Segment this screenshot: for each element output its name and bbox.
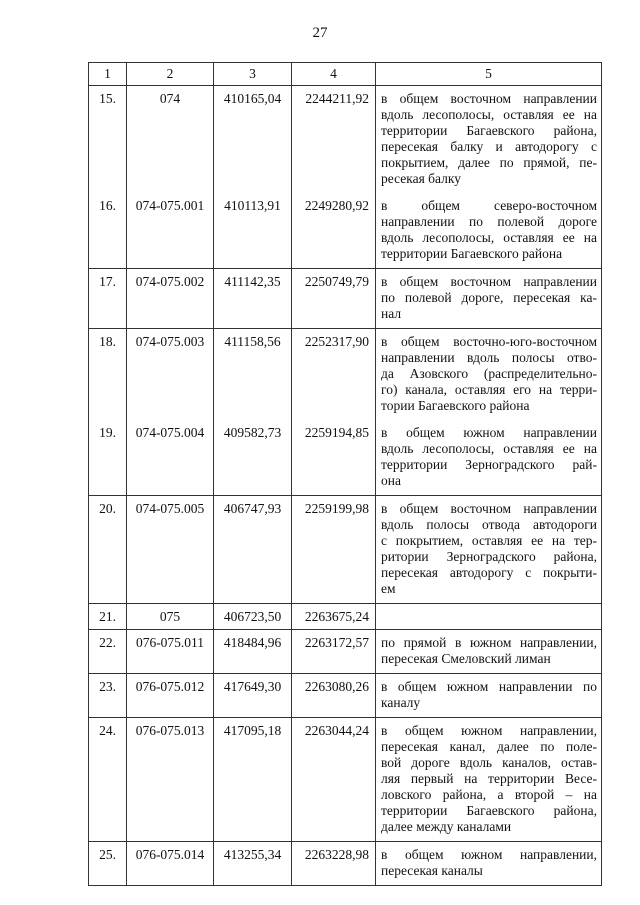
description-line: в общем южном направлении, xyxy=(381,847,597,862)
point-id-cell: 074-075.003 xyxy=(127,329,214,421)
description-line: да Азовского (распределительно- xyxy=(381,366,597,381)
route-description-cell xyxy=(376,496,602,604)
description-line: в общем южном направлении xyxy=(381,425,597,440)
coordinate-y-cell: 2263172,57 xyxy=(292,630,376,674)
description-line: вдоль полосы отвода автодороги xyxy=(381,517,597,532)
description-line: территории Багаевского района, xyxy=(381,803,597,818)
description-line: нал xyxy=(381,306,402,321)
table-row xyxy=(89,630,602,674)
description-line: пересекая каналы xyxy=(381,863,483,878)
route-description-cell xyxy=(376,86,602,194)
route-description-cell xyxy=(376,193,602,269)
point-id-cell: 074-075.005 xyxy=(127,496,214,604)
description-line: вдоль лесополосы, оставляя ее на xyxy=(381,107,597,122)
row-number-cell: 25. xyxy=(89,842,127,886)
table-row xyxy=(89,269,602,329)
description-line: по полевой дороге, пересекая ка- xyxy=(381,290,597,305)
coordinate-x-cell: 409582,73 xyxy=(214,420,292,496)
table-row xyxy=(89,842,602,886)
coordinate-y-cell: 2263228,98 xyxy=(292,842,376,886)
row-number-cell: 17. xyxy=(89,269,127,329)
point-id-cell: 076-075.012 xyxy=(127,674,214,718)
page-number: 27 xyxy=(312,25,328,41)
point-id-cell: 074-075.001 xyxy=(127,193,214,269)
table-row xyxy=(89,718,602,842)
point-id-cell: 075 xyxy=(127,604,214,630)
description-line: в общем южном направлении по xyxy=(381,679,597,694)
coordinate-x-cell: 406747,93 xyxy=(214,496,292,604)
header-col-5: 5 xyxy=(376,63,602,86)
point-id-cell: 074-075.002 xyxy=(127,269,214,329)
coordinate-y-cell: 2249280,92 xyxy=(292,193,376,269)
description-line: пересекая автодорогу с покрыти- xyxy=(381,565,597,580)
row-number-cell: 22. xyxy=(89,630,127,674)
description-line: в общем южном направлении, xyxy=(381,723,597,738)
row-number-cell: 16. xyxy=(89,193,127,269)
description-line: покрытием, далее по прямой, пе- xyxy=(381,155,597,170)
route-description-cell xyxy=(376,269,602,329)
table-row xyxy=(89,496,602,604)
coordinate-y-cell: 2263675,24 xyxy=(292,604,376,630)
point-id-cell: 074 xyxy=(127,86,214,194)
route-description-cell xyxy=(376,674,602,718)
table-row xyxy=(89,86,602,194)
route-description-cell xyxy=(376,329,602,421)
coordinate-y-cell: 2259199,98 xyxy=(292,496,376,604)
header-col-3: 3 xyxy=(214,63,292,86)
coordinate-x-cell: 406723,50 xyxy=(214,604,292,630)
route-description-cell xyxy=(376,630,602,674)
description-line: территории Багаевского района, xyxy=(381,123,597,138)
coordinate-x-cell: 417649,30 xyxy=(214,674,292,718)
point-id-cell: 076-075.014 xyxy=(127,842,214,886)
description-line: в общем восточно-юго-восточном xyxy=(381,334,597,349)
description-line: в общем восточном направлении xyxy=(381,91,597,106)
description-line: территории Багаевского района xyxy=(381,246,563,261)
description-line: в общем северо-восточном xyxy=(381,198,597,213)
row-number-cell: 23. xyxy=(89,674,127,718)
description-line: каналу xyxy=(381,695,421,710)
description-line: направлении вдоль полосы отво- xyxy=(381,350,597,365)
table-body xyxy=(89,63,602,886)
route-description-cell xyxy=(376,842,602,886)
coordinate-y-cell: 2244211,92 xyxy=(292,86,376,194)
table-row xyxy=(89,420,602,496)
coordinate-y-cell: 2263044,24 xyxy=(292,718,376,842)
description-line: далее между каналами xyxy=(381,819,512,834)
point-id-cell: 076-075.013 xyxy=(127,718,214,842)
description-line: пересекая Смеловский лиман xyxy=(381,651,551,666)
route-description-cell xyxy=(376,604,602,630)
coordinate-x-cell: 418484,96 xyxy=(214,630,292,674)
description-line: направлении по полевой дороге xyxy=(381,214,597,229)
table-header-row xyxy=(89,63,602,86)
coordinate-x-cell: 411142,35 xyxy=(214,269,292,329)
row-number-cell: 19. xyxy=(89,420,127,496)
row-number-cell: 20. xyxy=(89,496,127,604)
description-line: вдоль лесополосы, оставляя ее на xyxy=(381,230,597,245)
description-line: пересекая балку и автодорогу с xyxy=(381,139,597,154)
description-line: она xyxy=(381,473,401,488)
description-line: вой дороге вдоль каналов, остав- xyxy=(381,755,597,770)
description-line: по прямой в южном направлении, xyxy=(381,635,597,650)
coordinate-x-cell: 410165,04 xyxy=(214,86,292,194)
table-row xyxy=(89,329,602,421)
coordinate-x-cell: 411158,56 xyxy=(214,329,292,421)
coordinate-y-cell: 2250749,79 xyxy=(292,269,376,329)
coordinate-y-cell: 2259194,85 xyxy=(292,420,376,496)
description-line: го) канала, оставляя его на терри- xyxy=(381,382,597,397)
row-number-cell: 15. xyxy=(89,86,127,194)
route-description-cell xyxy=(376,718,602,842)
description-line: ловского района, а второй – на xyxy=(381,787,597,802)
coordinate-x-cell: 410113,91 xyxy=(214,193,292,269)
description-line: вдоль лесополосы, оставляя ее на xyxy=(381,441,597,456)
description-line: в общем восточном направлении xyxy=(381,501,597,516)
coordinate-y-cell: 2263080,26 xyxy=(292,674,376,718)
description-line: ритории Зерноградского района, xyxy=(381,549,597,564)
coordinate-x-cell: 417095,18 xyxy=(214,718,292,842)
boundary-table xyxy=(88,62,602,886)
header-col-1: 1 xyxy=(89,63,127,86)
row-number-cell: 18. xyxy=(89,329,127,421)
point-id-cell: 074-075.004 xyxy=(127,420,214,496)
table-row xyxy=(89,193,602,269)
description-line: территории Зерноградского рай- xyxy=(381,457,597,472)
row-number-cell: 24. xyxy=(89,718,127,842)
description-line: ресекая балку xyxy=(381,171,461,186)
description-line: пересекая канал, далее по поле- xyxy=(381,739,597,754)
table-row xyxy=(89,604,602,630)
table-row xyxy=(89,674,602,718)
header-col-4: 4 xyxy=(292,63,376,86)
description-line: с покрытием, оставляя ее на тер- xyxy=(381,533,597,548)
point-id-cell: 076-075.011 xyxy=(127,630,214,674)
description-line: в общем восточном направлении xyxy=(381,274,597,289)
coordinate-y-cell: 2252317,90 xyxy=(292,329,376,421)
description-line: тории Багаевского района xyxy=(381,398,530,413)
route-description-cell xyxy=(376,420,602,496)
description-line: ем xyxy=(381,581,396,596)
header-col-2: 2 xyxy=(127,63,214,86)
description-line: ляя первый на территории Весе- xyxy=(381,771,597,786)
row-number-cell: 21. xyxy=(89,604,127,630)
coordinate-x-cell: 413255,34 xyxy=(214,842,292,886)
